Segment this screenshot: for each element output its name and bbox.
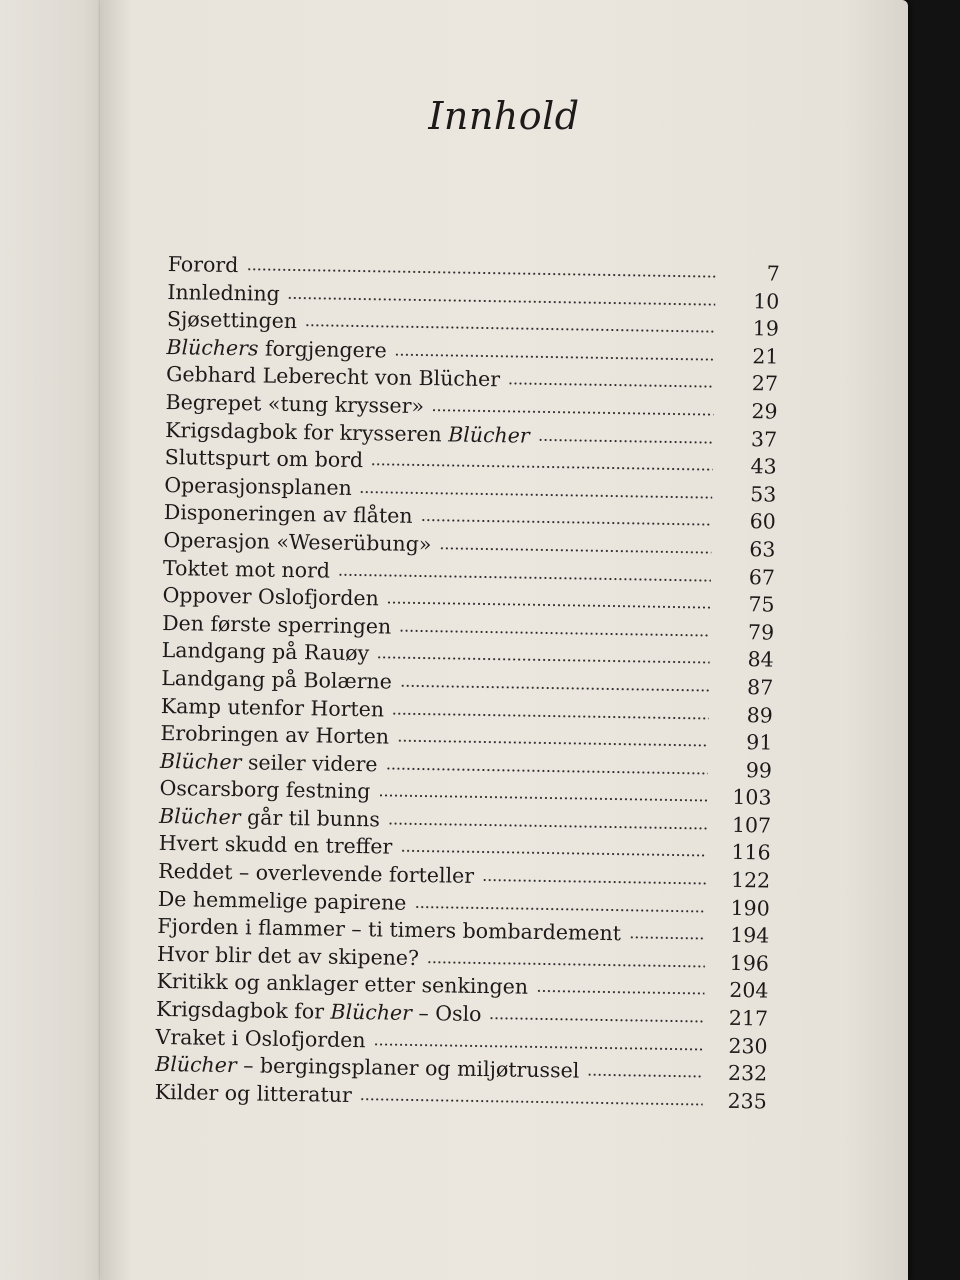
toc-entry-text: Reddet – overlevende forteller <box>158 858 475 888</box>
dot-leader <box>397 740 708 747</box>
dot-leader <box>432 409 714 415</box>
toc-page-number: 29 <box>751 399 778 424</box>
toc-entry-title <box>165 445 364 472</box>
toc-page-number: 230 <box>728 1033 768 1059</box>
toc-entry-title <box>167 307 297 333</box>
toc-entry-title <box>163 528 431 556</box>
toc-entry-title <box>156 969 528 999</box>
toc-page-number: 89 <box>746 702 773 728</box>
toc-entry-italic: Blücher <box>158 803 241 830</box>
toc-entry-title <box>166 362 500 391</box>
toc-entry-text: Disponeringen av flåten <box>163 500 413 529</box>
toc-page-number: 204 <box>729 978 769 1003</box>
dot-leader <box>288 296 716 305</box>
toc-entry-text: Hvor blir det av skipene? <box>156 941 420 970</box>
toc-entry-title <box>160 749 378 776</box>
toc-entry-text: Landgang på Bolærne <box>161 665 393 694</box>
dot-leader <box>378 795 707 802</box>
toc-entry-title <box>167 280 280 306</box>
dot-leader <box>338 573 711 581</box>
toc-entry-text: Krigsdagbok for <box>155 996 331 1024</box>
dot-leader <box>360 1098 703 1105</box>
toc-page-number: 75 <box>748 592 775 617</box>
toc-page-number: 53 <box>749 481 777 507</box>
toc-page-number: 37 <box>750 426 778 452</box>
toc-page-number: 190 <box>730 895 770 921</box>
dot-leader <box>508 383 714 388</box>
toc-entry-title <box>159 804 380 831</box>
toc-entry-italic: Blüchers <box>166 334 259 361</box>
toc-entry-text: Innledning <box>167 279 280 306</box>
toc-entry-title <box>158 859 474 888</box>
toc-page-number: 116 <box>731 840 771 866</box>
dot-leader <box>374 1043 704 1050</box>
toc-page-number: 194 <box>730 923 770 948</box>
dot-leader <box>385 767 707 774</box>
dot-leader <box>427 961 705 967</box>
toc-entry-text: Hvert skudd en treffer <box>158 831 393 860</box>
dot-leader <box>387 602 711 609</box>
dot-leader <box>400 850 706 857</box>
toc-entry-text: går til bunns <box>240 805 381 832</box>
toc-entry-title <box>161 666 392 694</box>
toc-entry-text: Sluttspurt om bord <box>164 445 364 473</box>
toc-entry-text: Oppover Oslofjorden <box>162 583 379 611</box>
toc-entry-italic: Blücher <box>448 421 530 448</box>
toc-page-number: 235 <box>727 1088 767 1114</box>
toc-page-number: 91 <box>746 730 773 755</box>
toc-page-number: 43 <box>750 454 777 479</box>
toc-page-number: 103 <box>732 785 772 810</box>
toc-entry-text: Kamp utenfor Horten <box>160 693 385 721</box>
toc-entry-text: Den første sperringen <box>161 610 392 639</box>
toc-page-number: 217 <box>728 1005 769 1031</box>
dot-leader <box>629 937 705 940</box>
toc-entry-title <box>155 1080 352 1107</box>
toc-entry-title <box>166 335 387 362</box>
toc-page-number: 99 <box>745 757 773 783</box>
toc-entry-title <box>165 390 424 418</box>
toc-entry-title <box>162 583 379 610</box>
dot-leader <box>538 438 713 443</box>
dot-leader <box>414 906 705 913</box>
toc-page-number: 7 <box>766 261 780 286</box>
dot-leader <box>377 657 710 664</box>
toc-entry-title <box>162 611 391 639</box>
toc-entry-title <box>164 473 352 500</box>
toc-entry-title <box>155 1025 365 1052</box>
toc-entry-title <box>157 942 419 970</box>
table-of-contents <box>155 252 780 1117</box>
toc-entry-text: Forord <box>167 252 239 278</box>
dot-leader <box>371 463 713 470</box>
toc-entry-text: Erobringen av Horten <box>160 721 390 749</box>
toc-page-number: 107 <box>731 812 772 838</box>
toc-entry-title <box>164 500 413 528</box>
toc-page-number: 87 <box>746 675 774 700</box>
dot-leader <box>360 491 713 499</box>
page-title: Innhold <box>428 94 580 138</box>
toc-entry-text: Toktet mot nord <box>162 555 331 583</box>
toc-entry-title <box>161 693 385 721</box>
dot-leader <box>400 685 709 692</box>
toc-entry-italic: Blücher <box>159 748 242 774</box>
toc-entry-title <box>162 638 370 665</box>
toc-page-number: 60 <box>749 509 777 534</box>
toc-entry-italic: Blücher <box>330 999 413 1025</box>
toc-entry-text: Vraket i Oslofjorden <box>155 1024 366 1052</box>
toc-page-number: 27 <box>751 371 779 396</box>
toc-page-number: 10 <box>753 288 780 314</box>
toc-entry-text: Krigsdagbok for krysseren <box>165 417 449 446</box>
toc-entry-title <box>160 721 389 749</box>
toc-entry-title <box>156 997 482 1026</box>
toc-page-number: 232 <box>727 1061 768 1086</box>
toc-entry-text: seiler videre <box>241 749 378 777</box>
toc-entry-text: Sjøsettingen <box>166 307 298 334</box>
toc-entry-title <box>158 887 407 915</box>
toc-entry-text: Fjorden i flammer – ti timers bombardement <box>157 914 622 946</box>
toc-entry-text: Operasjonsplanen <box>164 472 352 500</box>
dot-leader <box>246 268 715 277</box>
dot-leader <box>489 1017 704 1022</box>
toc-entry-text: Kritikk og anklager etter senkingen <box>156 969 529 1000</box>
toc-entry-text: Landgang på Rauøy <box>161 638 370 666</box>
toc-entry-title <box>159 776 370 803</box>
toc-entry-title <box>159 831 393 859</box>
toc-entry-text: De hemmelige papirene <box>157 886 407 915</box>
toc-page-number: 84 <box>747 647 774 672</box>
toc-page-number: 19 <box>752 316 780 341</box>
dot-leader <box>305 324 715 332</box>
dot-leader <box>482 879 706 885</box>
toc-entry-title <box>168 252 239 277</box>
toc-entry-text: Gebhard Leberecht von Blücher <box>165 362 501 392</box>
toc-entry-text: Kilder og litteratur <box>154 1079 352 1107</box>
toc-entry-text: forgjengere <box>258 336 387 363</box>
toc-entry-text: – Oslo <box>411 1000 482 1027</box>
toc-page-number: 79 <box>747 619 775 645</box>
dot-leader <box>399 629 710 636</box>
toc-entry-text: Operasjon «Weserübung» <box>163 527 432 557</box>
toc-page-number: 196 <box>729 950 770 976</box>
toc-entry-text: Begrepet «tung krysser» <box>165 389 425 419</box>
dot-leader <box>587 1074 703 1078</box>
toc-page-number: 63 <box>749 537 776 562</box>
dot-leader <box>439 547 711 553</box>
toc-entry-text: Oscarsborg festning <box>159 776 371 804</box>
toc-entry-title <box>163 555 330 582</box>
dot-leader <box>395 353 715 360</box>
toc-page-number: 67 <box>748 564 776 590</box>
toc-page-number: 122 <box>730 867 771 893</box>
dot-leader <box>420 519 711 526</box>
toc-entry-text: – bergingsplaner og miljøtrussel <box>236 1053 580 1083</box>
book-page <box>100 0 908 1280</box>
toc-entry-title <box>165 418 530 448</box>
dot-leader <box>536 990 704 995</box>
toc-page-number: 21 <box>752 343 779 369</box>
dot-leader <box>392 712 709 719</box>
dot-leader <box>388 822 707 829</box>
toc-entry-italic: Blücher <box>155 1052 237 1078</box>
